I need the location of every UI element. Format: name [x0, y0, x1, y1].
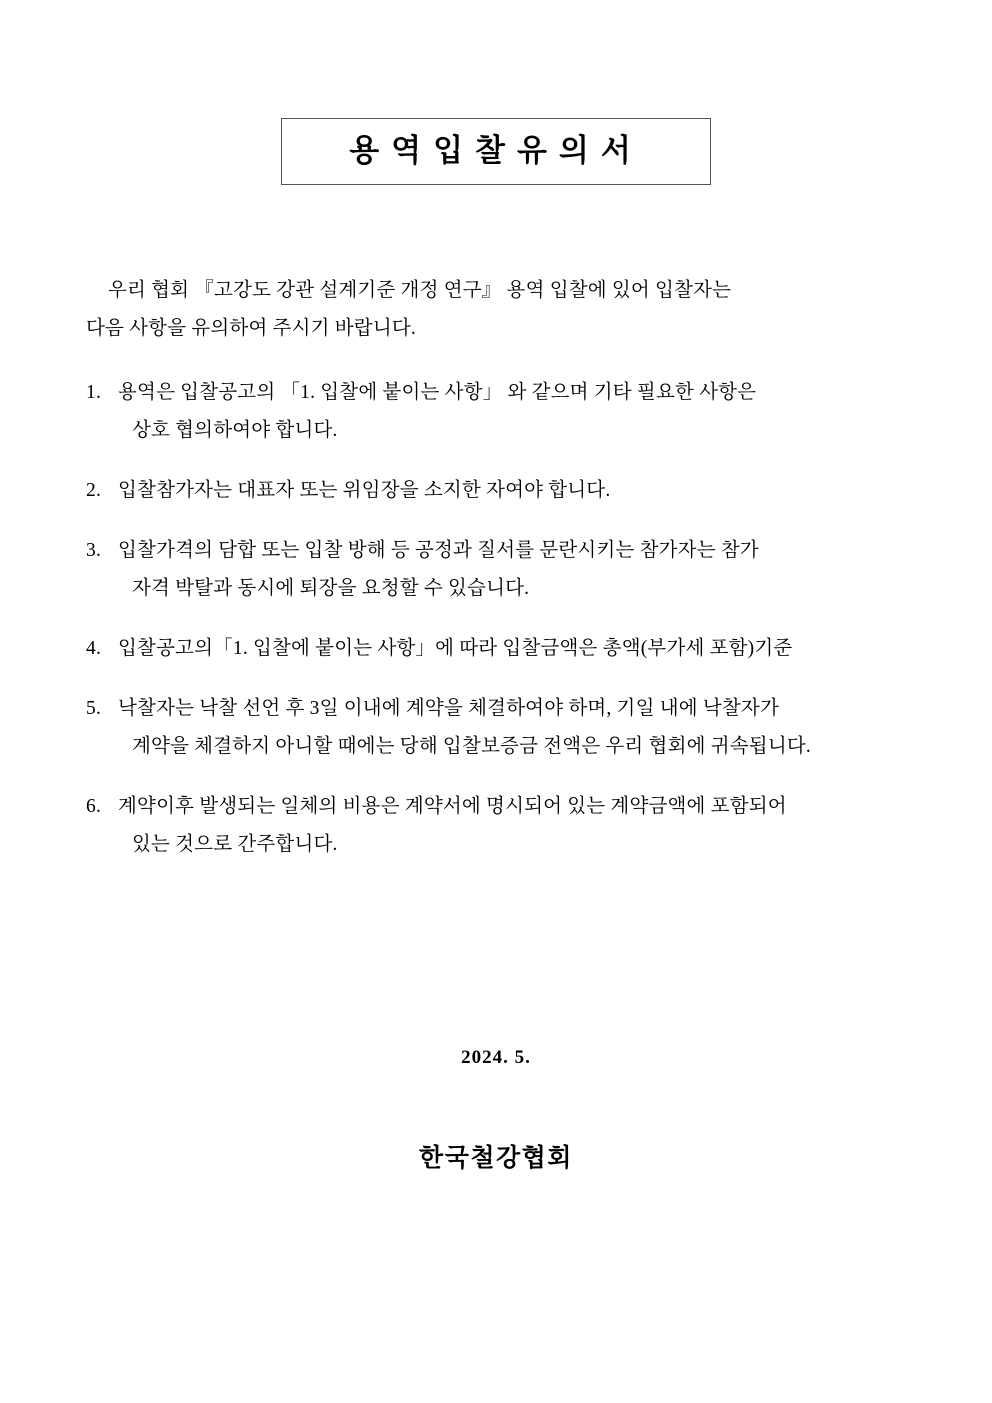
list-item-text	[116, 374, 936, 450]
list-item-line-2: 상호 협의하여야 합니다.	[132, 420, 338, 441]
list-item-number: 1.	[86, 382, 102, 403]
list-item-line-2: 있는 것으로 간주합니다.	[132, 834, 338, 855]
list-item-number: 2.	[86, 480, 102, 501]
document-date: 2024. 5.	[461, 1047, 531, 1068]
list-item-text	[116, 472, 936, 510]
list-item-text	[116, 630, 936, 668]
title-container	[0, 118, 992, 185]
list-item-line-2: 계약을 체결하지 아니할 때에는 당해 입찰보증금 전액은 우리 협회에 귀속됩니다.	[132, 736, 811, 757]
list-item-text	[116, 690, 936, 766]
list-item-line-1: 용역은 입찰공고의 「1. 입찰에 붙이는 사항」 와 같으며 기타 필요한 사항은	[118, 382, 757, 403]
title-box	[281, 118, 711, 185]
list-item-line-2: 자격 박탈과 동시에 퇴장을 요청할 수 있습니다.	[132, 578, 530, 599]
list-item-text	[116, 788, 936, 864]
list-item	[86, 532, 936, 608]
list-item-line-1: 입찰가격의 담합 또는 입찰 방해 등 공정과 질서를 문란시키는 참가자는 참가	[118, 540, 759, 561]
intro-paragraph	[86, 272, 936, 348]
list-item	[86, 374, 936, 450]
list-item	[86, 472, 936, 510]
list-item-number: 3.	[86, 540, 102, 561]
list-item-number: 6.	[86, 796, 102, 817]
list-item-text	[116, 532, 936, 608]
list-item-number: 5.	[86, 698, 102, 719]
list-item-line-1: 입찰공고의「1. 입찰에 붙이는 사항」에 따라 입찰금액은 총액(부가세 포함)기준	[118, 638, 793, 659]
page-title: 용역입찰유의서	[349, 133, 643, 168]
intro-line-1: 우리 협회 『고강도 강관 설계기준 개정 연구』 용역 입찰에 있어 입찰자는	[108, 280, 732, 301]
list-item-line-1: 계약이후 발생되는 일체의 비용은 계약서에 명시되어 있는 계약금액에 포함되어	[118, 796, 787, 817]
document-body	[86, 272, 936, 886]
list-item-number: 4.	[86, 638, 102, 659]
list-item-line-1: 낙찰자는 낙찰 선언 후 3일 이내에 계약을 체결하여야 하며, 기일 내에 낙찰자가	[118, 698, 779, 719]
intro-line-2: 다음 사항을 유의하여 주시기 바랍니다.	[86, 318, 416, 339]
list-item	[86, 630, 936, 668]
list-item-line-1: 입찰참가자는 대표자 또는 위임장을 소지한 자여야 합니다.	[118, 480, 611, 501]
list-item	[86, 788, 936, 864]
list-item	[86, 690, 936, 766]
issuing-organization: 한국철강협회	[419, 1145, 573, 1172]
